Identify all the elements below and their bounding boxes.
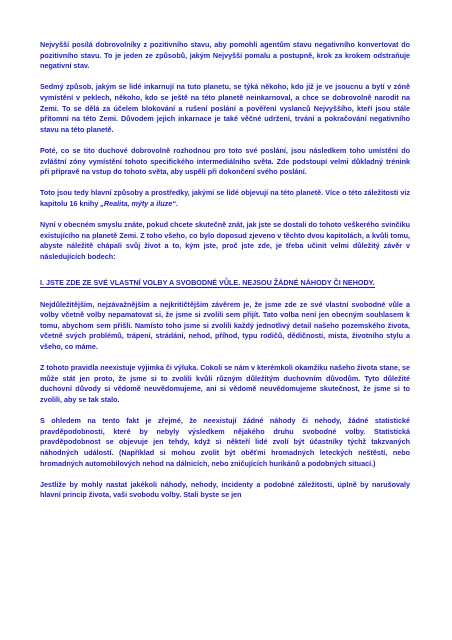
paragraph-summary (40, 188, 410, 209)
section-heading-text: I. JSTE ZDE ZE SVÉ VLASTNÍ VOLBY A SVOBODNÉ VŮLE. NEJSOU ŽÁDNÉ NÁHODY ČI NEHODY. (40, 278, 375, 288)
book-title-quote: „Realita, mýty a iluze“ (100, 198, 176, 208)
summary-end: . (175, 198, 178, 208)
paragraph-seventh-way: Sedmý způsob, jakým se lidé inkarnují na tuto planetu, se týká někoho, kdo již je ve jsoucnu a bytí v zóně vymístění v peklech, někoho, kdo se ještě na této planetě neinkarnoval, a chce se dobrovolně narodit na Zemi. To se dělá za účelem blokování a rušení poslání a pověření vyslanců Nejvyššího, kteří jsou stále přítomni na této Zemi. Důvodem jejich inkarnace je také věčné udržení, trvání a pokračování negativního stavu na této planetě. (40, 82, 410, 134)
paragraph-incidents: Jestliže by mohly nastat jakékoli náhody, nehody, incidenty a podobné záležitosti, úplně by narušovaly hlavní princip života, vaši svobodu volby. Stali byste se jen (40, 479, 410, 500)
paragraph-free-will: Nejdůležitějším, nejzávažnějším a nejkritičtějším závěrem je, že jsme zde ze své vlastní svobodné vůle a volby včetně volby nepamatovat si, že jsme si zvolili sem přijít. Tato volba není jen obecným souhlasem k tomu, abychom sem přišli. Namísto toho jsme si zvolili každý jednotlivý detail našeho pozemského života, včetně svých problémů, trápení, strádání, nehod, příhod, typu rodičů, dědičnosti, mista, životního stylu a všeho, co máme. (40, 299, 410, 352)
paragraph-no-accidents: S ohledem na tento fakt je zřejmé, že neexistují žádné náhody či nehody, žádné statistické pravděpodobnosti, které by nebyly výsledkem nějakého druhu svobodné volby. Statistická pravděpodobnost se objevuje jen tehdy, když si někteří lidé zvolí být účastníky týchž takzvaných náhodných událostí. (Například si mohou zvolit být oběťmi hromadných leteckých neštěstí, nebo hromadných automobilových nehod na dálnicích, nebo zničujících hurikánů a podobných situací.) (40, 416, 410, 468)
summary-text: Toto jsou tedy hlavní způsoby a prostředky, jakými se lidé objevují na této planetě. Více o této záležitosti viz kapitolu 16 knihy (40, 188, 410, 208)
paragraph-volunteers: Nejvyšší posílá dobrovolníky z pozitivního stavu, aby pomohli agentům stavu negativního konvertovat do pozitivního stavu. To je jeden ze způsobů, jakým Nejvyšší pomalu a postupně, krok za krokem odstraňuje negativní stav. (40, 40, 410, 71)
paragraph-training: Poté, co se tito duchové dobrovolně rozhodnou pro toto své poslání, jsou následkem toho umístěni do zvláštní zóny vymístění tohoto specifického intermediálního světa. Zde podstoupí velmi důkladný trénink při přípravě na vstup do tohoto světa, aby uspěli při dokončení svého poslání. (40, 145, 410, 177)
paragraph-conclusion-intro: Nyní v obecném smyslu znáte, pokud chcete skutečně znát, jak jste se dostali do tohoto veškerého svinčíku existujícího na planetě Zemi. Z toho všeho, co bylo doposud zjeveno v těchto dvou kapitolách, a kvůli tomu, abyste náležitě chápali svůj život a to, kým jste, proč jste zde, je třeba učinit velmi důležitý závěr v následujících bodech: (40, 220, 410, 261)
section-heading (40, 278, 410, 289)
paragraph-no-exception: Z tohoto pravidla neexistuje výjimka či výluka. Cokoli se nám v kterémkoli okamžiku našeho života stane, se může stát jen proto, že jsme si to zvolili kvůli různým důležitým duchovním důvodům. Tyto důležité duchovní důvody si vědomě neuvědomujeme, ani si vědomě neuvědomujeme skutečnost, že jsme si to zvolili, aby se tak stalo. (40, 363, 410, 404)
